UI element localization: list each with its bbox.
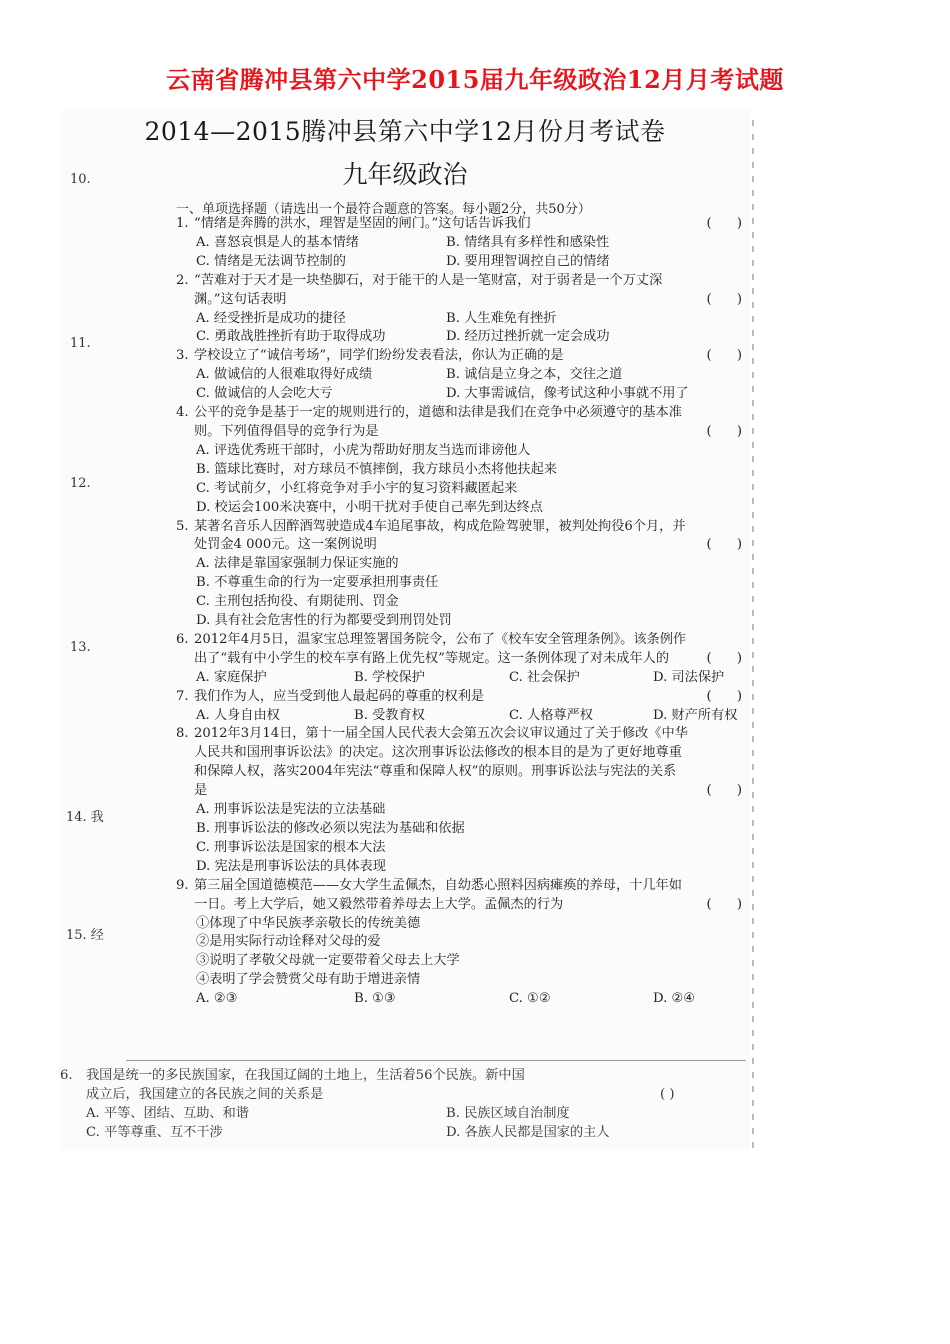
- option-c: C. 主刑包括拘役、有期徒刑、罚金: [196, 594, 399, 610]
- option-a: A. 喜怒哀惧是人的基本情绪: [196, 234, 359, 250]
- question-stem: 8. 2012年3月14日，第十一届全国人民代表大会第五次会议审议通过了关于修改《中华人民共和国刑事诉讼法》的决定。这次刑事诉讼法修改的根本目的是为了更好地尊重和保障人权，落实2004年宪法“尊重和保障人权”的原则。刑事诉讼法与宪法的关系是 ( ): [176, 725, 746, 801]
- fragment-q14: 14. 我: [66, 810, 104, 825]
- bottom-options-row-2: [60, 1123, 730, 1142]
- left-column-fragments: [66, 170, 122, 1050]
- option-a: A. 平等、团结、互助、和谐: [86, 1106, 249, 1121]
- option-d: D. 宪法是刑事诉讼法的具体表现: [196, 858, 386, 874]
- document-title: 云南省腾冲县第六中学2015届九年级政治12月月考试题: [166, 65, 784, 94]
- bottom-question: [60, 1066, 730, 1142]
- option-a: A. 人身自由权: [196, 707, 280, 723]
- statement-4: ④表明了学会赞赏父母有助于增进亲情: [196, 972, 421, 988]
- option-d: D. 各族人民都是国家的主人: [446, 1125, 610, 1140]
- option-b: B. ①③: [354, 991, 396, 1007]
- option-d: D. 具有社会危害性的行为都要受到刑罚处罚: [196, 613, 452, 629]
- question-stem: 9. 第三届全国道德模范——女大学生孟佩杰，自幼悉心照料因病瘫痪的养母，十几年如一日。考上大学后，她又毅然带着养母去上大学。孟佩杰的行为 ( ): [176, 877, 746, 915]
- question-1: [176, 215, 746, 272]
- answer-paren: ( ): [706, 537, 742, 553]
- bottom-question-line-1: 6. 我国是统一的多民族国家，在我国辽阔的土地上，生活着56个民族。新中国: [60, 1068, 525, 1083]
- option-d: D. 大事需诚信，像考试这种小事就不用了: [446, 386, 689, 402]
- answer-paren: ( ): [706, 216, 742, 231]
- answer-paren: ( ): [706, 650, 742, 666]
- answer-paren: ( ): [706, 423, 742, 439]
- options: [176, 442, 746, 518]
- option-c: C. 考试前夕，小红将竞争对手小宇的复习资料藏匿起来: [196, 480, 518, 496]
- option-a: A. 经受挫折是成功的捷径: [196, 310, 346, 326]
- question-6: [176, 631, 746, 688]
- options: [176, 234, 746, 272]
- option-d: D. 司法保护: [653, 669, 725, 685]
- question-stem: 2. “苦难对于天才是一块垫脚石，对于能干的人是一笔财富，对于弱者是一个万丈深渊。”这句话表明 ( ): [176, 272, 746, 310]
- option-a: A. 刑事诉讼法是宪法的立法基础: [196, 802, 386, 818]
- bottom-question-line-2: 成立后，我国建立的各民族之间的关系是 ( ): [86, 1087, 675, 1102]
- options: [176, 801, 746, 877]
- option-c: C. 刑事诉讼法是国家的根本大法: [196, 839, 386, 855]
- fragment-q12: 12.: [70, 476, 91, 491]
- fragment-q15: 15. 经: [66, 928, 104, 943]
- answer-paren: ( ): [660, 1087, 675, 1102]
- option-d: D. 校运会100米决赛中，小明干扰对手使自己率先到达终点: [196, 499, 543, 515]
- option-d: D. 经历过挫折就一定会成功: [446, 329, 610, 345]
- answer-paren: ( ): [706, 291, 742, 307]
- option-b: B. 民族区域自治制度: [446, 1106, 570, 1121]
- fragment-q10: 10.: [70, 172, 91, 187]
- option-a: A. 做诚信的人很难取得好成绩: [196, 367, 373, 383]
- scan-fold-edge: [752, 120, 754, 1150]
- question-3: [176, 347, 746, 404]
- option-b: B. 不尊重生命的行为一定要承担刑事责任: [196, 575, 439, 591]
- question-9: [176, 877, 746, 1009]
- question-5: [176, 518, 746, 631]
- exam-subject: 九年级政治: [342, 160, 468, 189]
- option-b: B. 情绪具有多样性和感染性: [446, 234, 610, 250]
- statement-2: ②是用实际行动诠释对父母的爱: [196, 934, 381, 950]
- exam-title: 2014—2015腾冲县第六中学12月份月考试卷: [144, 117, 666, 146]
- option-a: A. ②③: [196, 991, 238, 1007]
- fragment-q13: 13.: [70, 640, 91, 655]
- option-d: D. 财产所有权: [653, 707, 738, 723]
- question-stem: 5. 某著名音乐人因醉酒驾驶造成4车追尾事故，构成危险驾驶罪，被判处拘役6个月，并处罚金4 000元。这一案例说明 ( ): [176, 518, 746, 556]
- option-b: B. 诚信是立身之本，交往之道: [446, 367, 623, 383]
- question-8: [176, 725, 746, 876]
- question-2: [176, 272, 746, 348]
- option-c: C. ①②: [509, 991, 551, 1007]
- options: [176, 990, 746, 1009]
- option-a: A. 评选优秀班干部时，小虎为帮助好朋友当选而诽谤他人: [196, 442, 531, 458]
- option-d: D. 要用理智调控自己的情绪: [446, 253, 610, 269]
- option-b: B. 篮球比赛时，对方球员不慎摔倒，我方球员小杰将他扶起来: [196, 461, 557, 477]
- question-stem: 6. 2012年4月5日，温家宝总理签署国务院令，公布了《校车安全管理条例》。该条例作出了“载有中小学生的校车享有路上优先权”等规定。这一条例体现了对未成年人的 ( ): [176, 631, 746, 669]
- answer-paren: ( ): [706, 783, 742, 799]
- options: [176, 669, 746, 688]
- question-list: [176, 215, 746, 1009]
- options: [176, 310, 746, 348]
- answer-paren: ( ): [706, 688, 742, 704]
- question-stem: 1. “情绪是奔腾的洪水，理智是坚固的闸门。”这句话告诉我们 ( ): [176, 215, 746, 234]
- option-c: C. 情绪是无法调节控制的: [196, 253, 346, 269]
- question-stem: 7. 我们作为人，应当受到他人最起码的尊重的权利是 ( ): [176, 688, 746, 707]
- option-b: B. 刑事诉讼法的修改必须以宪法为基础和依据: [196, 821, 465, 836]
- option-a: A. 法律是靠国家强制力保证实施的: [196, 556, 399, 572]
- statement-1: ①体现了中华民族孝亲敬长的传统美德: [196, 915, 421, 931]
- option-b: B. 受教育权: [354, 707, 425, 723]
- option-c: C. 人格尊严权: [509, 707, 593, 723]
- bottom-options-row-1: [60, 1104, 730, 1123]
- options: [176, 555, 746, 631]
- options: [176, 707, 746, 726]
- page-divider: [126, 1060, 746, 1061]
- answer-paren: ( ): [706, 896, 742, 912]
- option-a: A. 家庭保护: [196, 669, 267, 685]
- question-stem: 4. 公平的竞争是基于一定的规则进行的，道德和法律是我们在竞争中必须遵守的基本准则。下列值得倡导的竞争行为是 ( ): [176, 404, 746, 442]
- option-d: D. ②④: [653, 991, 696, 1007]
- options: [176, 366, 746, 404]
- option-c: C. 社会保护: [509, 669, 580, 685]
- answer-paren: ( ): [706, 348, 742, 364]
- option-c: C. 勇敢战胜挫折有助于取得成功: [196, 329, 386, 345]
- section-heading: 一、单项选择题（请选出一个最符合题意的答案。每小题2分，共50分）: [176, 202, 591, 217]
- option-c: C. 平等尊重、互不干涉: [86, 1125, 223, 1140]
- option-b: B. 人生难免有挫折: [446, 310, 557, 326]
- statement-3: ③说明了孝敬父母就一定要带着父母去上大学: [196, 953, 460, 969]
- question-7: [176, 688, 746, 726]
- question-4: [176, 404, 746, 517]
- option-c: C. 做诚信的人会吃大亏: [196, 386, 333, 402]
- question-stem: 3. 学校设立了“诚信考场”，同学们纷纷发表看法，你认为正确的是 ( ): [176, 347, 746, 366]
- fragment-q11: 11.: [70, 336, 91, 351]
- option-b: B. 学校保护: [354, 669, 425, 685]
